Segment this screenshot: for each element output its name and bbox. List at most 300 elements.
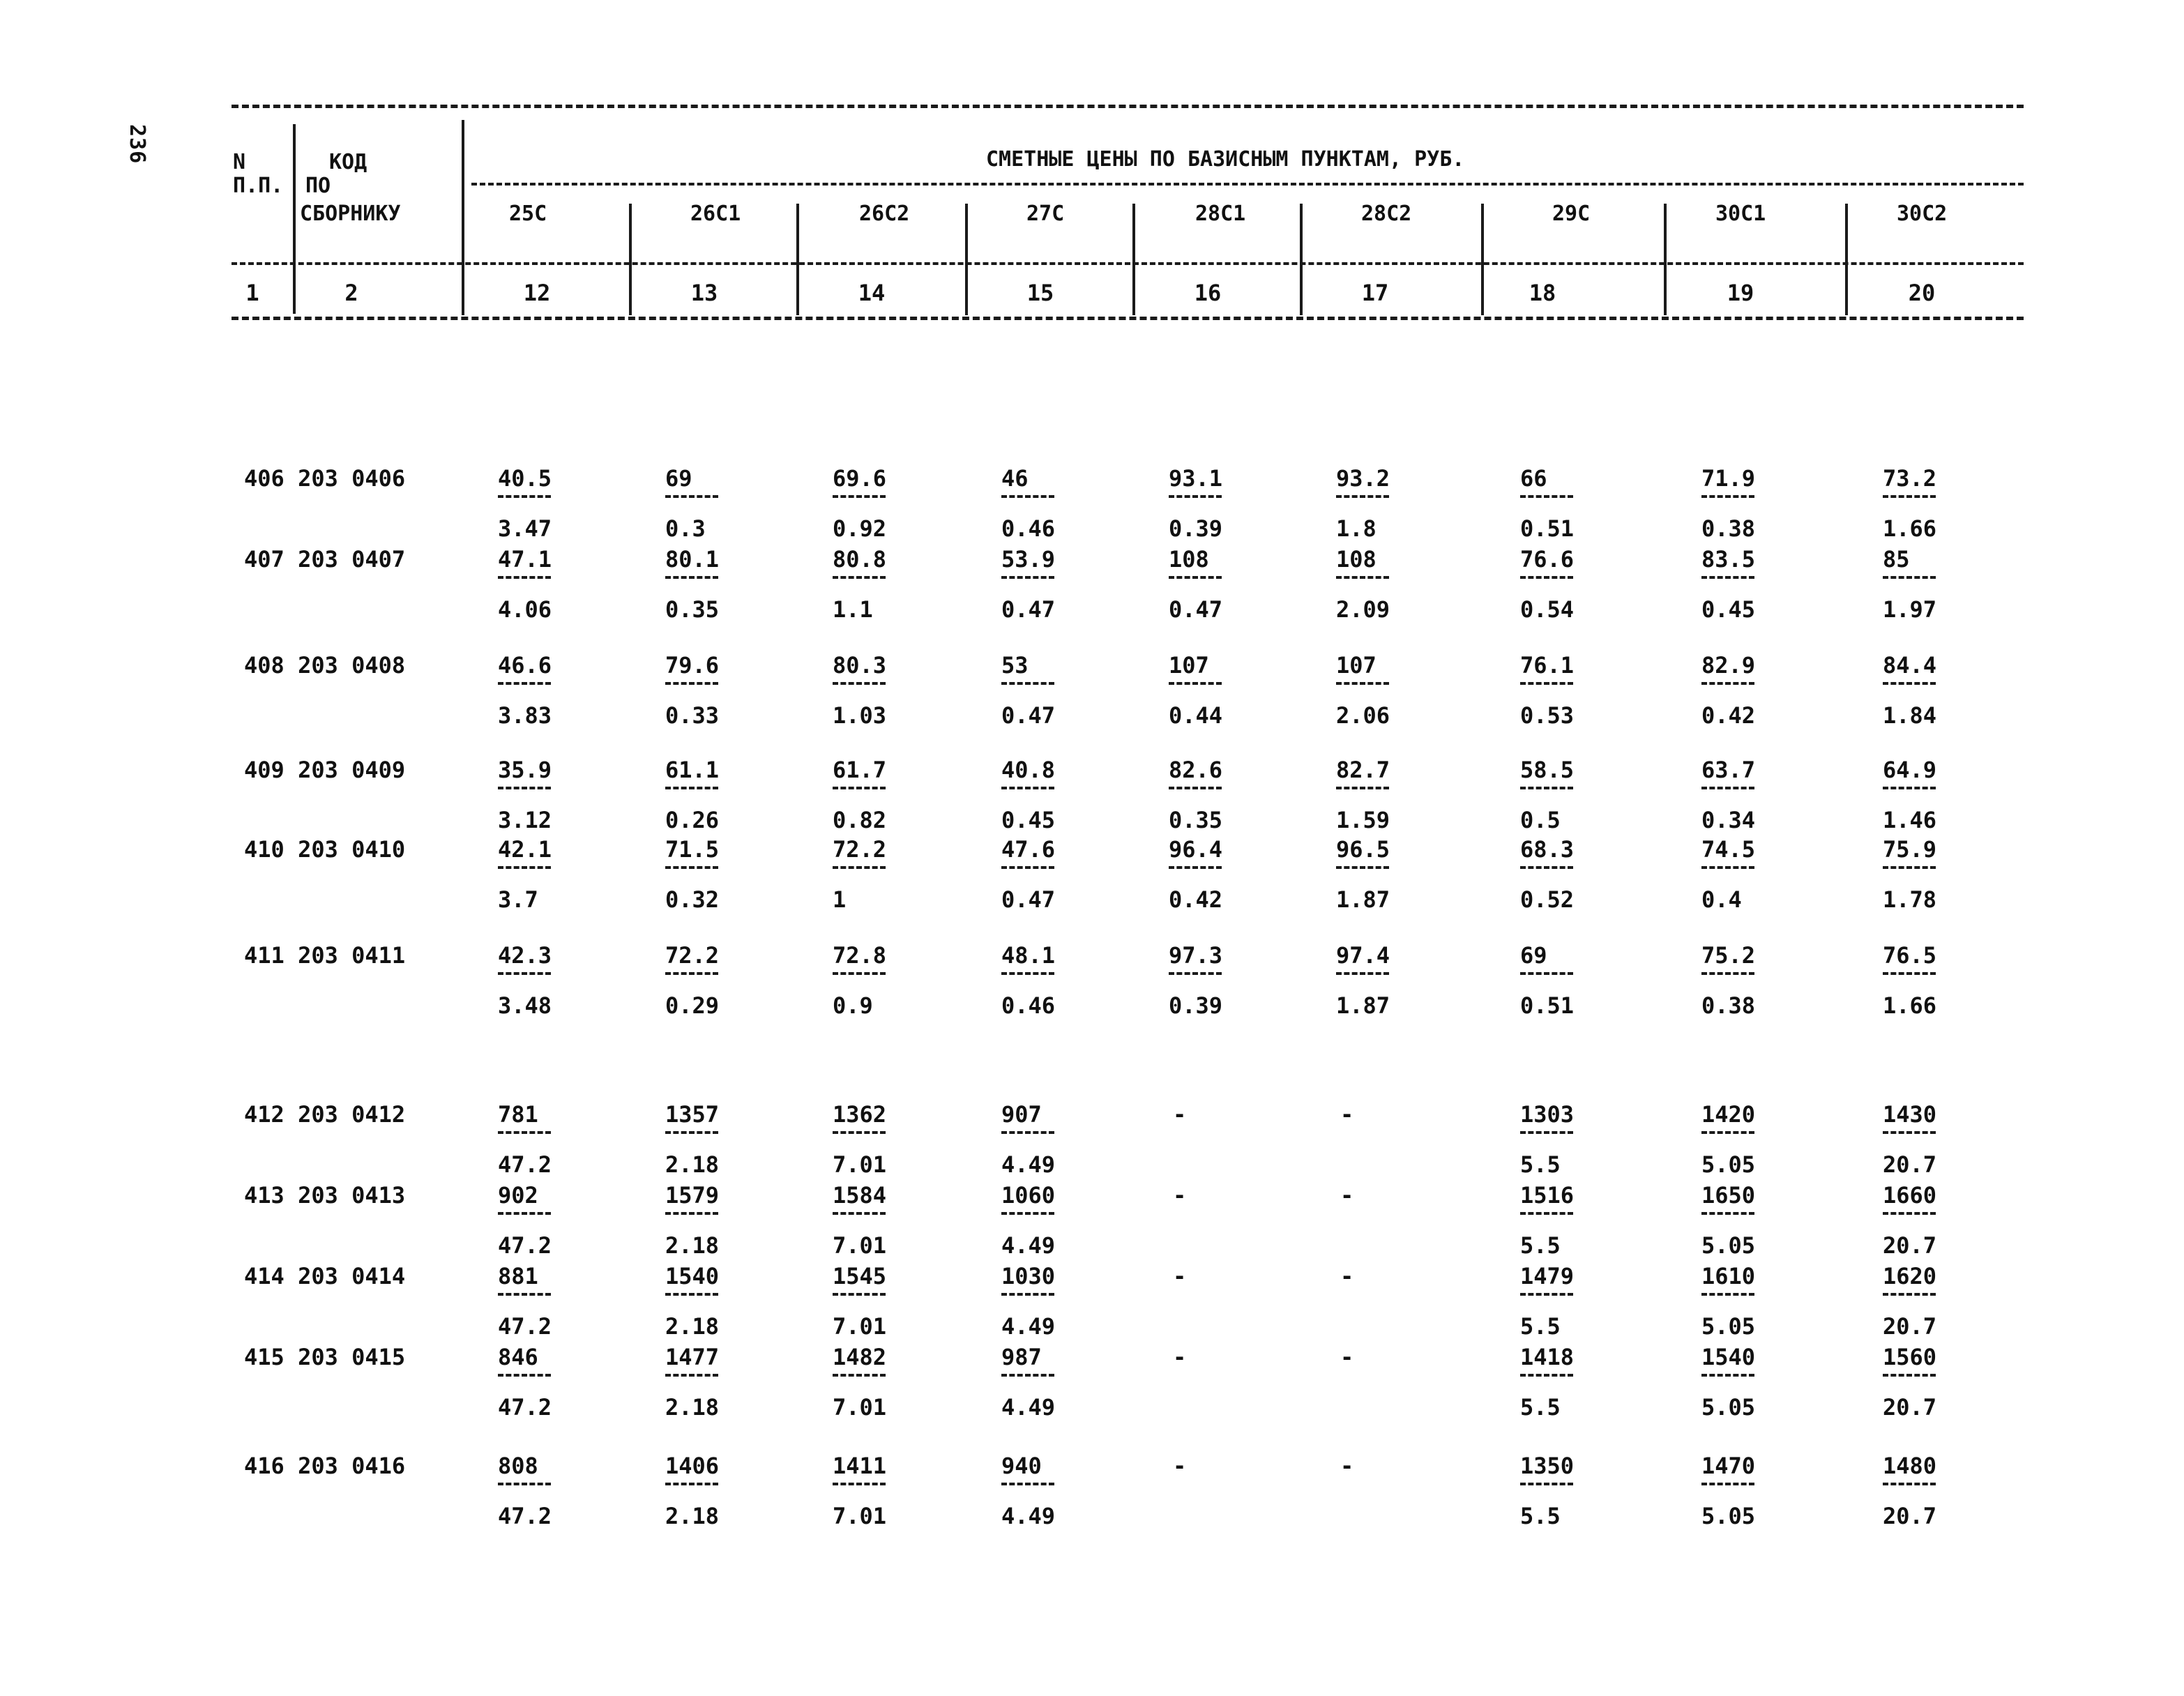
- price-cell: [1701, 759, 1813, 833]
- price-cell: [1520, 548, 1632, 622]
- price-subvalue: 5.05: [1701, 1313, 1756, 1340]
- price-subvalue: 0.3: [665, 515, 706, 542]
- price-cell: [1520, 944, 1632, 1018]
- price-subvalue: 1.87: [1336, 992, 1390, 1019]
- price-cell: [833, 1265, 944, 1339]
- price-value: 1479: [1520, 1263, 1575, 1289]
- col-divider: [1300, 204, 1303, 315]
- price-value: 61.1: [665, 757, 720, 783]
- price-value: 72.2: [665, 942, 720, 969]
- fraction-bar: [1883, 576, 1936, 579]
- fraction-bar: [1520, 787, 1573, 789]
- fraction-bar: [1336, 576, 1389, 579]
- fraction-bar: [498, 1374, 551, 1377]
- fraction-bar: [665, 1131, 718, 1134]
- fraction-bar: [1001, 1212, 1054, 1215]
- price-value: 93.2: [1336, 465, 1390, 492]
- column-header: 26С2: [859, 202, 910, 226]
- fraction-bar: [1169, 495, 1222, 498]
- fraction-bar: [1336, 972, 1389, 975]
- price-subvalue: 0.38: [1701, 515, 1756, 542]
- price-value: 1545: [833, 1263, 887, 1289]
- price-subvalue: 0.45: [1701, 596, 1756, 623]
- price-subvalue: 1.66: [1883, 992, 1937, 1019]
- price-value: 96.5: [1336, 836, 1390, 863]
- fraction-bar: [1883, 682, 1936, 685]
- price-subvalue: 1.87: [1336, 886, 1390, 913]
- price-subvalue: 0.5: [1520, 807, 1561, 833]
- price-value: 107: [1336, 652, 1377, 679]
- price-subvalue: 0.4: [1701, 886, 1742, 913]
- fraction-bar: [665, 495, 718, 498]
- price-subvalue: 1.59: [1336, 807, 1390, 833]
- price-value: 1303: [1520, 1101, 1575, 1128]
- price-value: 1560: [1883, 1344, 1937, 1370]
- fraction-bar: [833, 495, 886, 498]
- price-subvalue: 0.45: [1001, 807, 1056, 833]
- column-header: 30С1: [1715, 202, 1766, 226]
- price-value: 40.8: [1001, 757, 1056, 783]
- price-cell: [833, 944, 944, 1018]
- fraction-bar: [498, 972, 551, 975]
- price-cell: [1520, 654, 1632, 728]
- price-cell: [498, 548, 609, 622]
- price-value: 987: [1001, 1344, 1042, 1370]
- empty-cell-dash: -: [1173, 1453, 1187, 1479]
- price-subvalue: 47.2: [498, 1503, 552, 1529]
- price-value: 1610: [1701, 1263, 1756, 1289]
- price-cell: [1336, 838, 1448, 912]
- price-subvalue: 4.49: [1001, 1503, 1056, 1529]
- price-cell: [1336, 654, 1448, 728]
- price-value: 42.3: [498, 942, 552, 969]
- price-subvalue: 0.51: [1520, 992, 1575, 1019]
- price-cell: [1701, 1184, 1813, 1258]
- price-value: 1420: [1701, 1101, 1756, 1128]
- fraction-bar: [1001, 1374, 1054, 1377]
- price-subvalue: 1.03: [833, 702, 887, 729]
- price-value: 47.6: [1001, 836, 1056, 863]
- price-subvalue: 0.82: [833, 807, 887, 833]
- header-code-label: ПО: [305, 174, 331, 198]
- column-header: 28С2: [1361, 202, 1412, 226]
- price-subvalue: 3.83: [498, 702, 552, 729]
- price-value: 74.5: [1701, 836, 1756, 863]
- price-value: 1480: [1883, 1453, 1937, 1479]
- header-pp-label: П.П.: [233, 174, 284, 198]
- price-value: 79.6: [665, 652, 720, 679]
- price-subvalue: 0.39: [1169, 992, 1223, 1019]
- fraction-bar: [1001, 682, 1054, 685]
- price-value: 881: [498, 1263, 538, 1289]
- price-cell: [498, 1455, 609, 1529]
- header-bottom-rule: [232, 317, 2024, 320]
- fraction-bar: [1883, 1212, 1936, 1215]
- fraction-bar: [665, 972, 718, 975]
- fraction-bar: [833, 866, 886, 869]
- price-value: 1540: [1701, 1344, 1756, 1370]
- price-subvalue: 7.01: [833, 1394, 887, 1421]
- price-cell: [1001, 1346, 1113, 1420]
- row-code: 416 203 0416: [244, 1453, 406, 1479]
- price-subvalue: 47.2: [498, 1232, 552, 1259]
- price-value: 808: [498, 1453, 538, 1479]
- price-subvalue: 5.5: [1520, 1394, 1561, 1421]
- price-value: 1540: [665, 1263, 720, 1289]
- fraction-bar: [498, 787, 551, 789]
- fraction-bar: [665, 1483, 718, 1485]
- price-cell: [1169, 759, 1280, 833]
- price-subvalue: 7.01: [833, 1151, 887, 1178]
- price-subvalue: 0.46: [1001, 992, 1056, 1019]
- price-subvalue: 7.01: [833, 1313, 887, 1340]
- header-top-rule: [232, 105, 2024, 108]
- price-subvalue: 3.47: [498, 515, 552, 542]
- empty-cell-dash: -: [1340, 1344, 1354, 1370]
- price-subvalue: 20.7: [1883, 1232, 1937, 1259]
- price-cell: [665, 1265, 777, 1339]
- fraction-bar: [1520, 1131, 1573, 1134]
- price-cell: [1169, 548, 1280, 622]
- fraction-bar: [1520, 1212, 1573, 1215]
- price-value: 93.1: [1169, 465, 1223, 492]
- price-cell: [665, 467, 777, 541]
- header-n-label: N: [233, 150, 246, 174]
- price-value: 69: [665, 465, 692, 492]
- price-cell: [1883, 467, 1994, 541]
- price-cell: [833, 838, 944, 912]
- column-number: 14: [858, 280, 886, 306]
- price-cell: [1520, 467, 1632, 541]
- fraction-bar: [1520, 866, 1573, 869]
- row-code: 409 203 0409: [244, 757, 406, 783]
- price-cell: [833, 548, 944, 622]
- price-subvalue: 0.42: [1701, 702, 1756, 729]
- price-subvalue: 4.06: [498, 596, 552, 623]
- price-cell: [498, 1346, 609, 1420]
- price-subvalue: 0.46: [1001, 515, 1056, 542]
- price-cell: [1883, 838, 1994, 912]
- price-value: 73.2: [1883, 465, 1937, 492]
- fraction-bar: [1520, 576, 1573, 579]
- fraction-bar: [1520, 682, 1573, 685]
- fraction-bar: [1001, 495, 1054, 498]
- price-cell: [833, 467, 944, 541]
- price-cell: [1520, 1103, 1632, 1177]
- column-number: 17: [1361, 280, 1389, 306]
- price-cell: [1001, 467, 1113, 541]
- price-cell: [1701, 1346, 1813, 1420]
- fraction-bar: [498, 1483, 551, 1485]
- fraction-bar: [1169, 787, 1222, 789]
- price-cell: [1520, 1265, 1632, 1339]
- column-number: 12: [523, 280, 551, 306]
- fraction-bar: [1169, 576, 1222, 579]
- price-subvalue: 2.18: [665, 1394, 720, 1421]
- price-subvalue: 0.51: [1520, 515, 1575, 542]
- fraction-bar: [1336, 787, 1389, 789]
- price-cell: [1001, 838, 1113, 912]
- price-cell: [1001, 1455, 1113, 1529]
- price-subvalue: 1.46: [1883, 807, 1937, 833]
- price-subvalue: 3.48: [498, 992, 552, 1019]
- price-subvalue: 5.5: [1520, 1503, 1561, 1529]
- price-cell: [1883, 548, 1994, 622]
- fraction-bar: [1701, 1293, 1754, 1296]
- fraction-bar: [1883, 495, 1936, 498]
- price-value: 907: [1001, 1101, 1042, 1128]
- price-value: 72.2: [833, 836, 887, 863]
- col-divider: [965, 204, 968, 315]
- price-value: 46: [1001, 465, 1029, 492]
- fraction-bar: [1701, 1483, 1754, 1485]
- price-value: 85: [1883, 546, 1910, 573]
- price-value: 80.8: [833, 546, 887, 573]
- price-subvalue: 47.2: [498, 1394, 552, 1421]
- price-cell: [665, 1455, 777, 1529]
- col-divider: [1481, 204, 1484, 315]
- price-subvalue: 0.53: [1520, 702, 1575, 729]
- fraction-bar: [1883, 787, 1936, 789]
- price-cell: [665, 759, 777, 833]
- empty-cell-dash: -: [1173, 1101, 1187, 1128]
- fraction-bar: [1520, 1293, 1573, 1296]
- price-cell: [665, 1346, 777, 1420]
- fraction-bar: [1701, 787, 1754, 789]
- fraction-bar: [498, 866, 551, 869]
- price-value: 1350: [1520, 1453, 1575, 1479]
- column-number: 18: [1529, 280, 1556, 306]
- price-subvalue: 47.2: [498, 1313, 552, 1340]
- price-cell: [1169, 654, 1280, 728]
- price-value: 84.4: [1883, 652, 1937, 679]
- price-value: 1411: [833, 1453, 887, 1479]
- column-number: 20: [1908, 280, 1936, 306]
- price-cell: [1001, 1184, 1113, 1258]
- price-value: 1620: [1883, 1263, 1937, 1289]
- fraction-bar: [833, 972, 886, 975]
- row-code: 406 203 0406: [244, 465, 406, 492]
- price-cell: [1520, 1455, 1632, 1529]
- price-value: 97.4: [1336, 942, 1390, 969]
- price-value: 75.2: [1701, 942, 1756, 969]
- price-value: 35.9: [498, 757, 552, 783]
- price-subvalue: 2.18: [665, 1313, 720, 1340]
- price-cell: [665, 944, 777, 1018]
- price-subvalue: 0.38: [1701, 992, 1756, 1019]
- price-value: 69: [1520, 942, 1547, 969]
- price-value: 1477: [665, 1344, 720, 1370]
- price-value: 1516: [1520, 1182, 1575, 1209]
- row-code: 415 203 0415: [244, 1344, 406, 1370]
- price-value: 40.5: [498, 465, 552, 492]
- price-value: 108: [1336, 546, 1377, 573]
- price-value: 1482: [833, 1344, 887, 1370]
- price-subvalue: 47.2: [498, 1151, 552, 1178]
- price-cell: [1001, 548, 1113, 622]
- price-cell: [1001, 654, 1113, 728]
- price-subvalue: 20.7: [1883, 1313, 1937, 1340]
- fraction-bar: [833, 1293, 886, 1296]
- fraction-bar: [665, 1374, 718, 1377]
- price-cell: [1701, 654, 1813, 728]
- price-value: 1470: [1701, 1453, 1756, 1479]
- price-value: 48.1: [1001, 942, 1056, 969]
- fraction-bar: [498, 576, 551, 579]
- price-subvalue: 20.7: [1883, 1394, 1937, 1421]
- price-value: 47.1: [498, 546, 552, 573]
- price-cell: [1001, 944, 1113, 1018]
- price-subvalue: 1.8: [1336, 515, 1377, 542]
- price-subvalue: 3.12: [498, 807, 552, 833]
- price-subvalue: 2.18: [665, 1503, 720, 1529]
- fraction-bar: [1883, 866, 1936, 869]
- price-value: 1357: [665, 1101, 720, 1128]
- price-cell: [1883, 944, 1994, 1018]
- price-value: 83.5: [1701, 546, 1756, 573]
- price-subvalue: 2.18: [665, 1232, 720, 1259]
- price-value: 80.3: [833, 652, 887, 679]
- price-subvalue: 3.7: [498, 886, 538, 913]
- price-cell: [498, 654, 609, 728]
- empty-cell-dash: -: [1173, 1263, 1187, 1289]
- price-value: 1579: [665, 1182, 720, 1209]
- price-subvalue: 5.05: [1701, 1394, 1756, 1421]
- fraction-bar: [1336, 866, 1389, 869]
- price-value: 82.9: [1701, 652, 1756, 679]
- row-code: 413 203 0413: [244, 1182, 406, 1209]
- price-cell: [833, 1346, 944, 1420]
- fraction-bar: [1169, 866, 1222, 869]
- col-divider: [1845, 204, 1848, 315]
- price-cell: [665, 1184, 777, 1258]
- price-value: 66: [1520, 465, 1547, 492]
- fraction-bar: [833, 787, 886, 789]
- price-value: 1650: [1701, 1182, 1756, 1209]
- fraction-bar: [1520, 1483, 1573, 1485]
- price-subvalue: 0.29: [665, 992, 720, 1019]
- price-cell: [1701, 1455, 1813, 1529]
- price-cell: [1336, 759, 1448, 833]
- price-subvalue: 0.42: [1169, 886, 1223, 913]
- col-divider: [796, 204, 799, 315]
- price-cell: [1883, 1184, 1994, 1258]
- row-code: 407 203 0407: [244, 546, 406, 573]
- price-cell: [1883, 1265, 1994, 1339]
- fraction-bar: [833, 1374, 886, 1377]
- price-value: 71.9: [1701, 465, 1756, 492]
- price-value: 1030: [1001, 1263, 1056, 1289]
- price-subvalue: 7.01: [833, 1503, 887, 1529]
- price-subvalue: 0.47: [1001, 886, 1056, 913]
- price-cell: [1883, 654, 1994, 728]
- fraction-bar: [665, 682, 718, 685]
- col-divider: [1664, 204, 1667, 315]
- fraction-bar: [1883, 1293, 1936, 1296]
- price-subvalue: 0.35: [1169, 807, 1223, 833]
- price-cell: [1169, 467, 1280, 541]
- price-subvalue: 4.49: [1001, 1232, 1056, 1259]
- price-cell: [1883, 1455, 1994, 1529]
- price-subvalue: 5.05: [1701, 1503, 1756, 1529]
- fraction-bar: [1001, 972, 1054, 975]
- price-subvalue: 2.18: [665, 1151, 720, 1178]
- fraction-bar: [833, 576, 886, 579]
- fraction-bar: [833, 1212, 886, 1215]
- price-cell: [1520, 838, 1632, 912]
- price-cell: [1336, 944, 1448, 1018]
- header-subcolumn-rule: [471, 183, 2024, 186]
- price-subvalue: 7.01: [833, 1232, 887, 1259]
- price-value: 1060: [1001, 1182, 1056, 1209]
- price-value: 76.6: [1520, 546, 1575, 573]
- price-cell: [1001, 759, 1113, 833]
- header-code-label: КОД: [329, 150, 367, 174]
- price-value: 1660: [1883, 1182, 1937, 1209]
- price-subvalue: 2.09: [1336, 596, 1390, 623]
- price-subvalue: 5.5: [1520, 1151, 1561, 1178]
- price-value: 97.3: [1169, 942, 1223, 969]
- fraction-bar: [665, 576, 718, 579]
- row-code: 408 203 0408: [244, 652, 406, 679]
- price-subvalue: 1.78: [1883, 886, 1937, 913]
- column-number: 13: [690, 280, 718, 306]
- price-value: 72.8: [833, 942, 887, 969]
- header-code-label: СБОРНИКУ: [300, 202, 401, 226]
- price-subvalue: 1.97: [1883, 596, 1937, 623]
- price-value: 68.3: [1520, 836, 1575, 863]
- price-value: 42.1: [498, 836, 552, 863]
- price-cell: [1001, 1103, 1113, 1177]
- column-header: 28С1: [1195, 202, 1246, 226]
- price-cell: [1701, 467, 1813, 541]
- row-code: 411 203 0411: [244, 942, 406, 969]
- fraction-bar: [1520, 972, 1573, 975]
- price-subvalue: 1.66: [1883, 515, 1937, 542]
- fraction-bar: [498, 1212, 551, 1215]
- price-cell: [498, 944, 609, 1018]
- empty-cell-dash: -: [1340, 1182, 1354, 1209]
- price-cell: [1169, 838, 1280, 912]
- price-cell: [833, 1455, 944, 1529]
- price-value: 96.4: [1169, 836, 1223, 863]
- price-cell: [498, 1103, 609, 1177]
- price-cell: [1701, 548, 1813, 622]
- price-subvalue: 0.44: [1169, 702, 1223, 729]
- price-subvalue: 0.47: [1001, 702, 1056, 729]
- column-number: 16: [1194, 280, 1222, 306]
- fraction-bar: [1520, 495, 1573, 498]
- price-value: 75.9: [1883, 836, 1937, 863]
- page-number: 236: [125, 124, 149, 165]
- price-value: 846: [498, 1344, 538, 1370]
- row-code: 410 203 0410: [244, 836, 406, 863]
- price-subvalue: 5.5: [1520, 1232, 1561, 1259]
- fraction-bar: [1001, 576, 1054, 579]
- price-subvalue: 0.92: [833, 515, 887, 542]
- price-subvalue: 0.33: [665, 702, 720, 729]
- price-cell: [1520, 1346, 1632, 1420]
- price-subvalue: 0.52: [1520, 886, 1575, 913]
- fraction-bar: [1883, 1483, 1936, 1485]
- price-subvalue: 0.9: [833, 992, 873, 1019]
- fraction-bar: [1001, 1483, 1054, 1485]
- price-cell: [833, 654, 944, 728]
- empty-cell-dash: -: [1340, 1101, 1354, 1128]
- fraction-bar: [498, 1131, 551, 1134]
- price-value: 63.7: [1701, 757, 1756, 783]
- price-value: 53.9: [1001, 546, 1056, 573]
